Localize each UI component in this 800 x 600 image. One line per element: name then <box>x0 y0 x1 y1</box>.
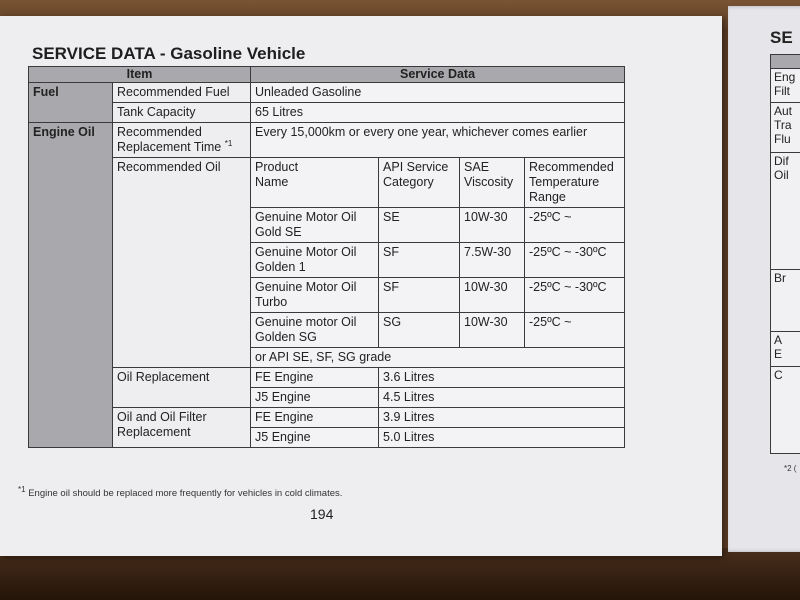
footnote-text: Engine oil should be replaced more frequently for vehicles in cold climates. <box>25 488 343 499</box>
oil-sae-viscosity: 7.5W-30 <box>460 243 525 278</box>
oil-replacement-volume: 3.6 Litres <box>379 368 625 388</box>
row-fragment: E <box>774 346 783 361</box>
page-title: SERVICE DATA - Gasoline Vehicle <box>32 44 306 63</box>
col-header-text: Range <box>529 190 566 204</box>
col-header-api-category <box>379 158 460 208</box>
oil-sae-viscosity: 10W-30 <box>460 208 525 243</box>
oil-product-name <box>251 313 379 348</box>
oil-api-category: SE <box>379 208 460 243</box>
label-tank-capacity: Tank Capacity <box>113 103 251 123</box>
oil-replacement-engine: J5 Engine <box>251 388 379 408</box>
oil-filter-engine: J5 Engine <box>251 428 379 448</box>
next-page-table-fragment <box>770 54 800 454</box>
col-header-text: Category <box>383 175 434 189</box>
oil-temperature-range: -25ºC ~ <box>525 313 625 348</box>
page-number: 194 <box>310 506 334 522</box>
oil-filter-engine: FE Engine <box>251 408 379 428</box>
row-fragment: Tra <box>774 118 792 133</box>
value-tank-capacity: 65 Litres <box>251 103 625 123</box>
next-page-header-cell <box>771 55 800 69</box>
row-fragment: Filt <box>774 83 790 98</box>
row-fragment: Flu <box>774 132 791 147</box>
label-replacement-time <box>113 123 251 158</box>
next-page-row <box>771 103 800 152</box>
oil-product-name <box>251 208 379 243</box>
oil-name-line: Genuine Motor Oil <box>255 280 357 294</box>
oil-api-category: SG <box>379 313 460 348</box>
oil-temperature-range: -25ºC ~ -30ºC <box>525 278 625 313</box>
oil-filter-volume: 5.0 Litres <box>379 428 625 448</box>
next-page-row <box>771 269 800 331</box>
col-header-text: API Service <box>383 160 449 174</box>
col-header-text: Temperature <box>529 175 600 189</box>
category-fuel: Fuel <box>29 83 113 123</box>
next-page-title-fragment: SE <box>770 28 793 47</box>
api-grade-note: or API SE, SF, SG grade <box>251 348 625 368</box>
row-fragment: Aut <box>774 104 793 119</box>
footnote-marker: *1 <box>224 138 233 148</box>
label-line: Replacement <box>117 425 191 439</box>
label-replacement-time-line2: Replacement Time <box>117 140 222 154</box>
footnote-mark: *1 <box>18 484 26 494</box>
manual-page-right <box>728 6 800 552</box>
col-header-sae-viscosity <box>460 158 525 208</box>
next-page-row <box>771 68 800 103</box>
oil-name-line: Genuine motor Oil <box>255 315 357 329</box>
oil-api-category: SF <box>379 243 460 278</box>
col-header-text: Viscosity <box>464 175 514 189</box>
oil-name-line: Genuine Motor Oil <box>255 210 357 224</box>
oil-product-name <box>251 278 379 313</box>
next-page-footnote-fragment: *2 ( <box>784 464 797 473</box>
label-replacement-time-line1: Recommended <box>117 125 202 139</box>
header-item: Item <box>29 67 251 83</box>
col-header-text: Name <box>255 175 289 189</box>
value-recommended-fuel: Unleaded Gasoline <box>251 83 625 103</box>
oil-name-line: Genuine Motor Oil <box>255 245 357 259</box>
header-service-data: Service Data <box>251 67 625 83</box>
row-fragment: A <box>774 332 783 347</box>
row-fragment: Eng <box>774 69 796 84</box>
oil-sae-viscosity: 10W-30 <box>460 313 525 348</box>
oil-replacement-volume: 4.5 Litres <box>379 388 625 408</box>
col-header-product-name <box>251 158 379 208</box>
label-recommended-fuel: Recommended Fuel <box>113 83 251 103</box>
service-data-table <box>28 66 625 448</box>
category-engine-oil: Engine Oil <box>29 123 113 448</box>
manual-page-left <box>0 16 722 556</box>
col-header-temperature-range <box>525 158 625 208</box>
next-page-row <box>771 331 800 366</box>
footnote <box>18 484 343 499</box>
oil-replacement-engine: FE Engine <box>251 368 379 388</box>
row-fragment: Oil <box>774 167 789 182</box>
value-replacement-time: Every 15,000km or every one year, whichever comes earlier <box>251 123 625 158</box>
label-oil-replacement: Oil Replacement <box>113 368 251 408</box>
oil-name-line: Gold SE <box>255 225 302 239</box>
col-header-text: Recommended <box>529 160 614 174</box>
oil-temperature-range: -25ºC ~ -30ºC <box>525 243 625 278</box>
row-fragment: Dif <box>774 153 789 168</box>
oil-api-category: SF <box>379 278 460 313</box>
col-header-text: Product <box>255 160 299 174</box>
row-fragment: Br <box>774 270 786 285</box>
row-fragment: C <box>774 367 783 382</box>
oil-name-line: Golden 1 <box>255 260 306 274</box>
next-page-row <box>771 366 800 453</box>
oil-sae-viscosity: 10W-30 <box>460 278 525 313</box>
oil-name-line: Turbo <box>255 295 288 309</box>
col-header-text: SAE <box>464 160 490 174</box>
oil-temperature-range: -25ºC ~ <box>525 208 625 243</box>
label-recommended-oil: Recommended Oil <box>113 158 251 368</box>
oil-name-line: Golden SG <box>255 330 317 344</box>
oil-filter-volume: 3.9 Litres <box>379 408 625 428</box>
label-oil-filter-replacement <box>113 408 251 448</box>
label-line: Oil and Oil Filter <box>117 410 207 424</box>
next-page-row <box>771 152 800 269</box>
oil-product-name <box>251 243 379 278</box>
